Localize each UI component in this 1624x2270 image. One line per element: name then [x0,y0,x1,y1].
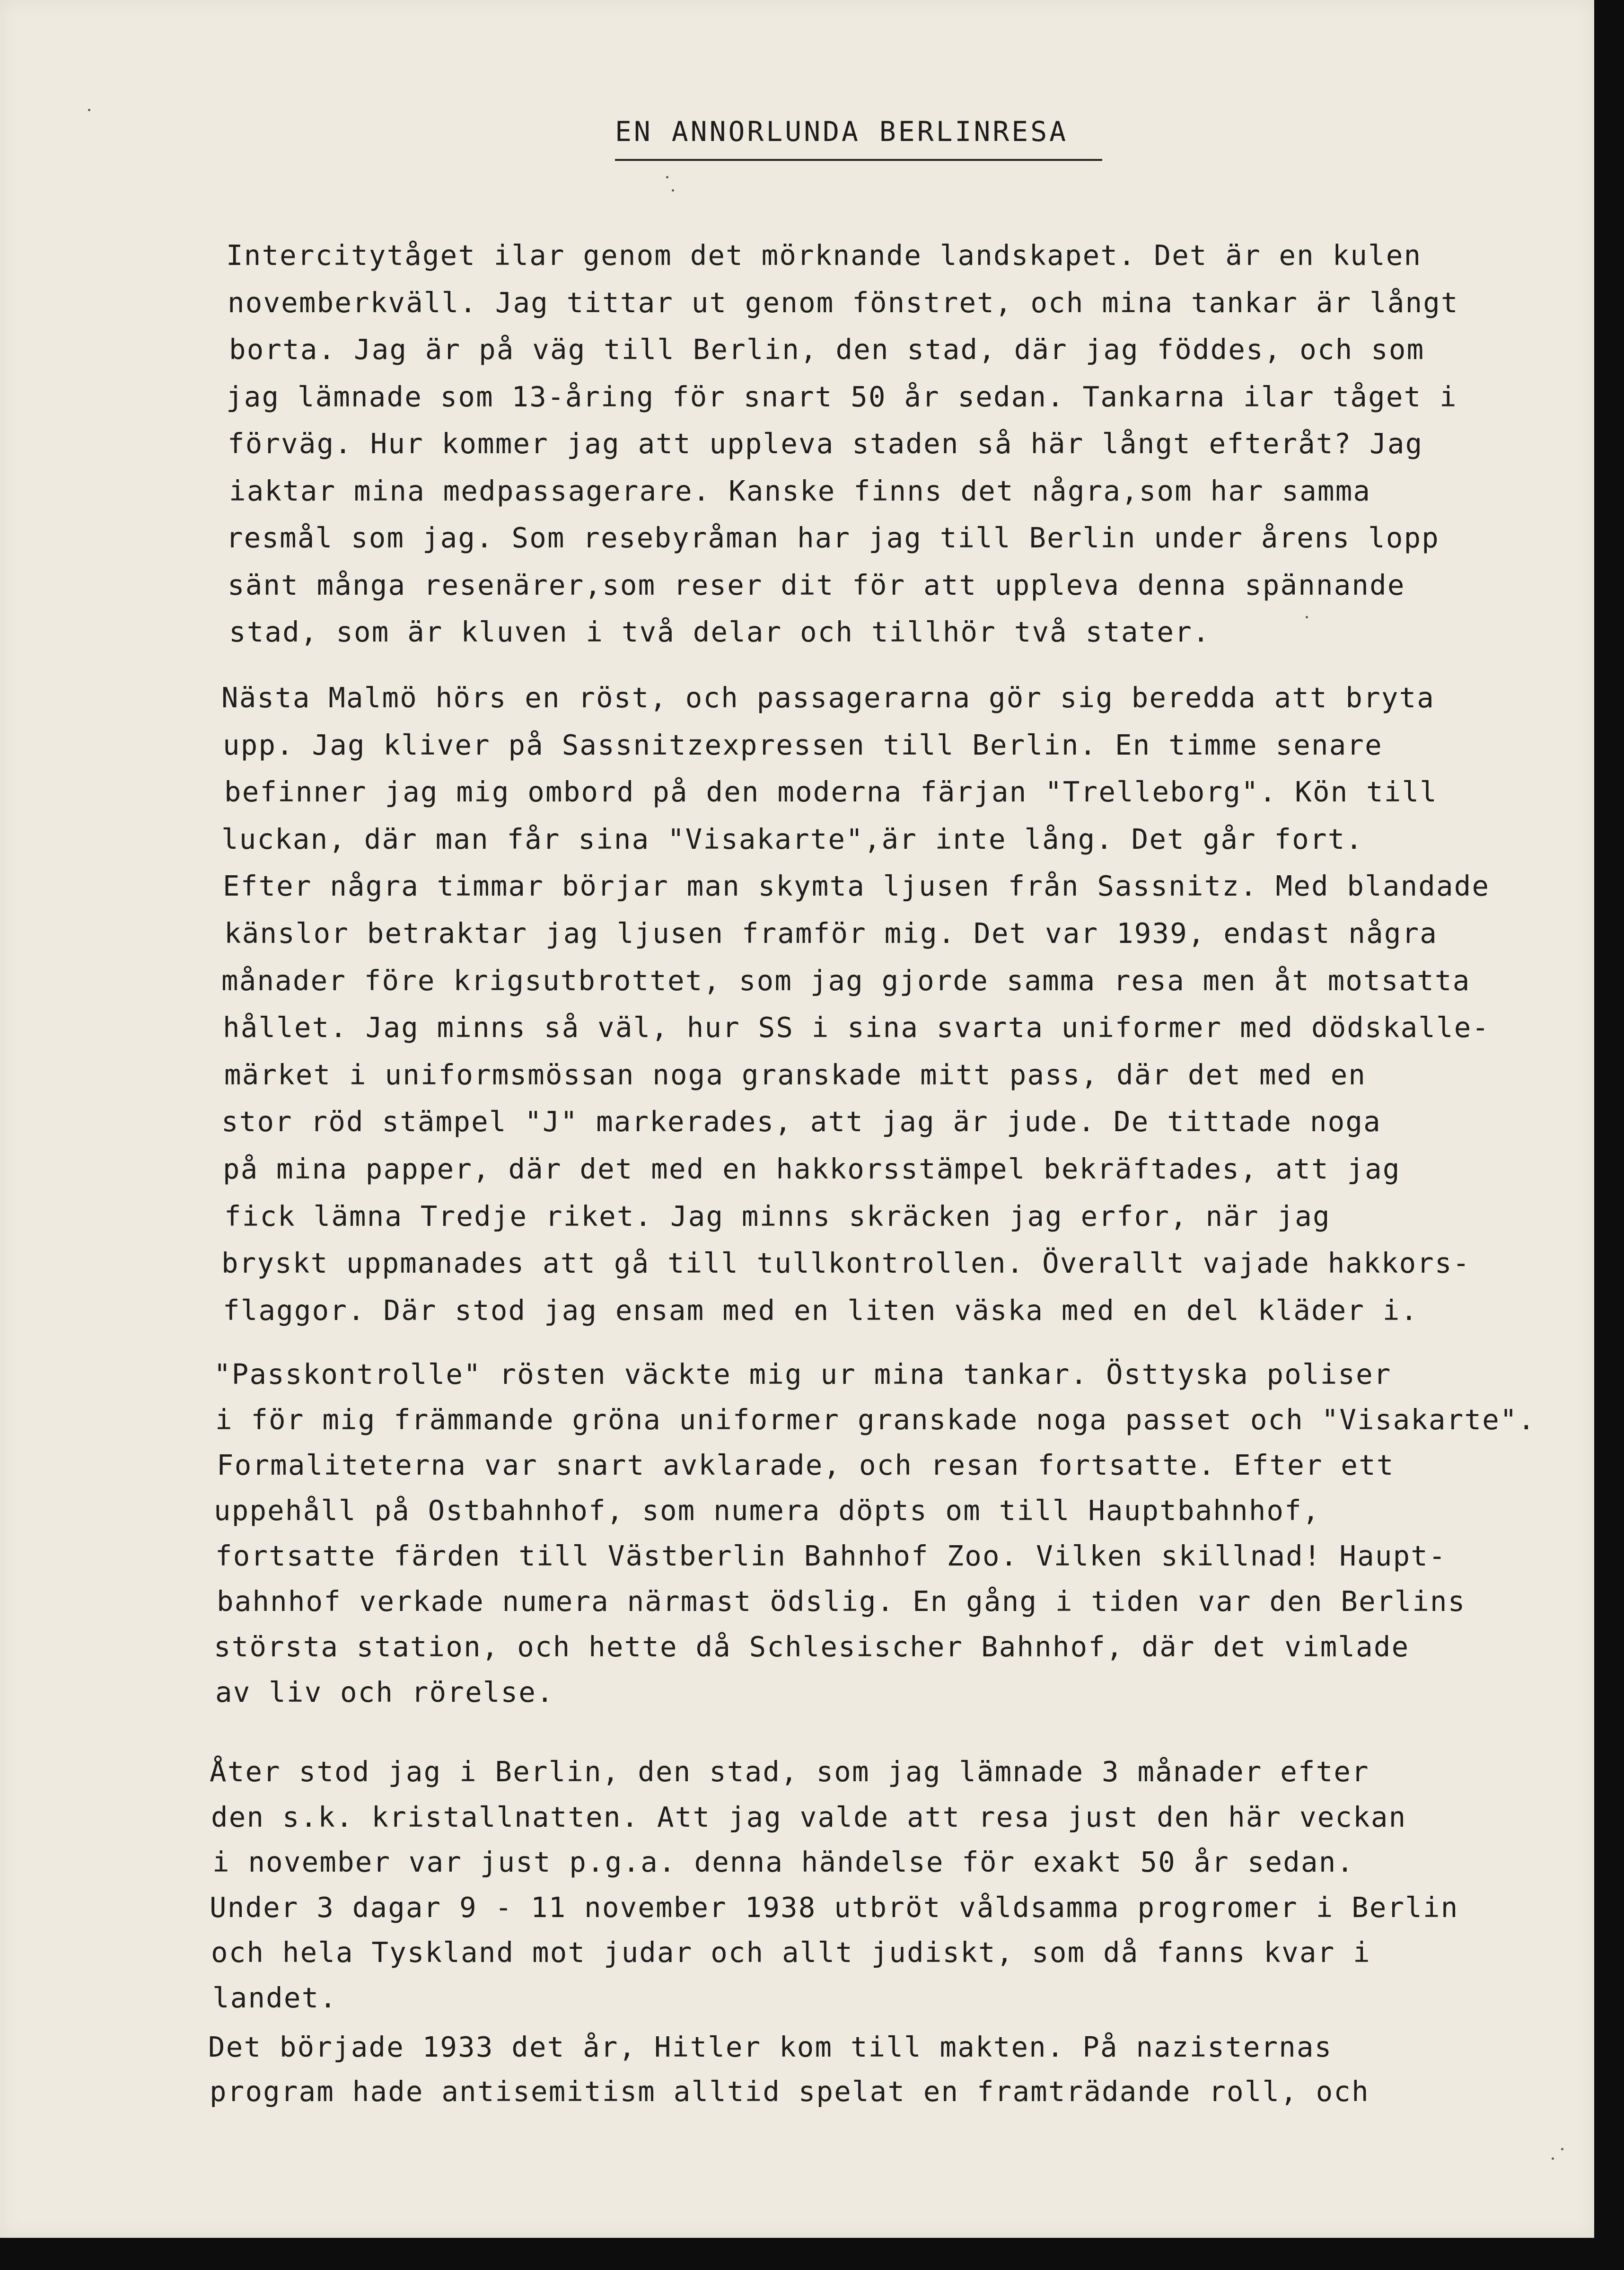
text-line: hållet. Jag minns så väl, hur SS i sina svarta uniformer med dödskalle- [223,1011,1490,1044]
text-line: bryskt uppmanades att gå till tullkontrollen. Överallt vajade hakkors- [221,1247,1471,1280]
text-line: flaggor. Där stod jag ensam med en liten väska med en del kläder i. [223,1293,1419,1327]
text-line: landet. [212,1981,338,2014]
text-line: i november var just p.g.a. denna händelse för exakt 50 år sedan. [212,1846,1355,1878]
title-underline [615,159,1102,161]
text-line: borta. Jag är på väg till Berlin, den stad, där jag föddes, och som [229,333,1425,366]
text-line: jag lämnade som 13-åring för snart 50 år sedan. Tankarna ilar tåget i [226,380,1457,413]
text-line: befinner jag mig ombord på den moderna färjan "Trelleborg". Kön till [224,775,1438,809]
paper-speck [672,189,674,192]
text-line: Under 3 dagar 9 - 11 november 1938 utbröt våldsamma progromer i Berlin [210,1891,1459,1924]
text-line: sänt många resenärer,som reser dit för att uppleva denna spännande [228,568,1405,601]
text-line: novemberkväll. Jag tittar ut genom fönstret, och mina tankar är långt [228,286,1459,319]
text-line: i för mig främmande gröna uniformer granskade noga passet och "Visakarte". [215,1403,1536,1436]
text-line: iaktar mina medpassagerare. Kanske finns det några,som har samma [229,474,1371,507]
paper-speck [1561,2148,1563,2150]
text-line: av liv och rörelse. [215,1676,554,1708]
text-line: Formaliteterna var snart avklarade, och resan fortsatte. Efter ett [217,1449,1395,1481]
paper-speck [88,109,90,111]
paper-speck [1552,2157,1554,2160]
text-line: resmål som jag. Som resebyråman har jag till Berlin under årens lopp [226,521,1440,554]
text-line: program hade antisemitism alltid spelat en framträdande roll, och [210,2075,1369,2108]
text-line: luckan, där man får sina "Visakarte",är inte lång. Det går fort. [221,822,1364,855]
text-line: förväg. Hur kommer jag att uppleva staden så här långt efteråt? Jag [228,427,1423,460]
text-line: känslor betraktar jag ljusen framför mig. Det var 1939, endast några [224,917,1438,950]
text-line: den s.k. kristallnatten. Att jag valde att resa just den här veckan [211,1800,1407,1833]
text-line: bahnhof verkade numera närmast ödslig. En gång i tiden var den Berlins [217,1585,1466,1618]
document-title: EN ANNORLUNDA BERLINRESA [615,115,1069,148]
text-line: upp. Jag kliver på Sassnitzexpressen till Berlin. En timme senare [223,728,1383,761]
text-line: fortsatte färden till Västberlin Bahnhof Zoo. Vilken skillnad! Haupt- [215,1540,1447,1572]
text-line: stor röd stämpel "J" markerades, att jag är jude. De tittade noga [221,1105,1381,1138]
text-line: uppehåll på Ostbahnhof, som numera döpts om till Hauptbahnhof, [214,1494,1320,1527]
text-line: märket i uniformsmössan noga granskade mitt pass, där det med en [224,1058,1367,1091]
text-line: Efter några timmar börjar man skymta ljusen från Sassnitz. Med blandade [223,870,1490,903]
text-line: Åter stod jag i Berlin, den stad, som jag lämnade 3 månader efter [210,1755,1369,1788]
text-line: Intercitytåget ilar genom det mörknande landskapet. Det är en kulen [226,239,1422,272]
text-line: månader före krigsutbrottet, som jag gjorde samma resa men åt motsatta [221,964,1471,997]
text-line: och hela Tyskland mot judar och allt judiskt, som då fanns kvar i [211,1936,1371,1969]
text-line: Nästa Malmö hörs en röst, och passagerarna gör sig beredda att bryta [221,681,1435,714]
text-line: "Passkontrolle" rösten väckte mig ur mina tankar. Östtyska poliser [214,1358,1392,1390]
text-line: Det började 1933 det år, Hitler kom till makten. På nazisternas [208,2031,1333,2063]
text-line: på mina papper, där det med en hakkorsstämpel bekräftades, att jag [223,1153,1401,1185]
text-line: stad, som är kluven i två delar och tillhör två stater. [229,616,1211,648]
paper-speck [1306,616,1308,618]
paper-speck [666,176,668,178]
text-line: fick lämna Tredje riket. Jag minns skräcken jag erfor, när jag [224,1199,1331,1232]
text-line: största station, och hette då Schlesischer Bahnhof, där det vimlade [214,1630,1410,1663]
